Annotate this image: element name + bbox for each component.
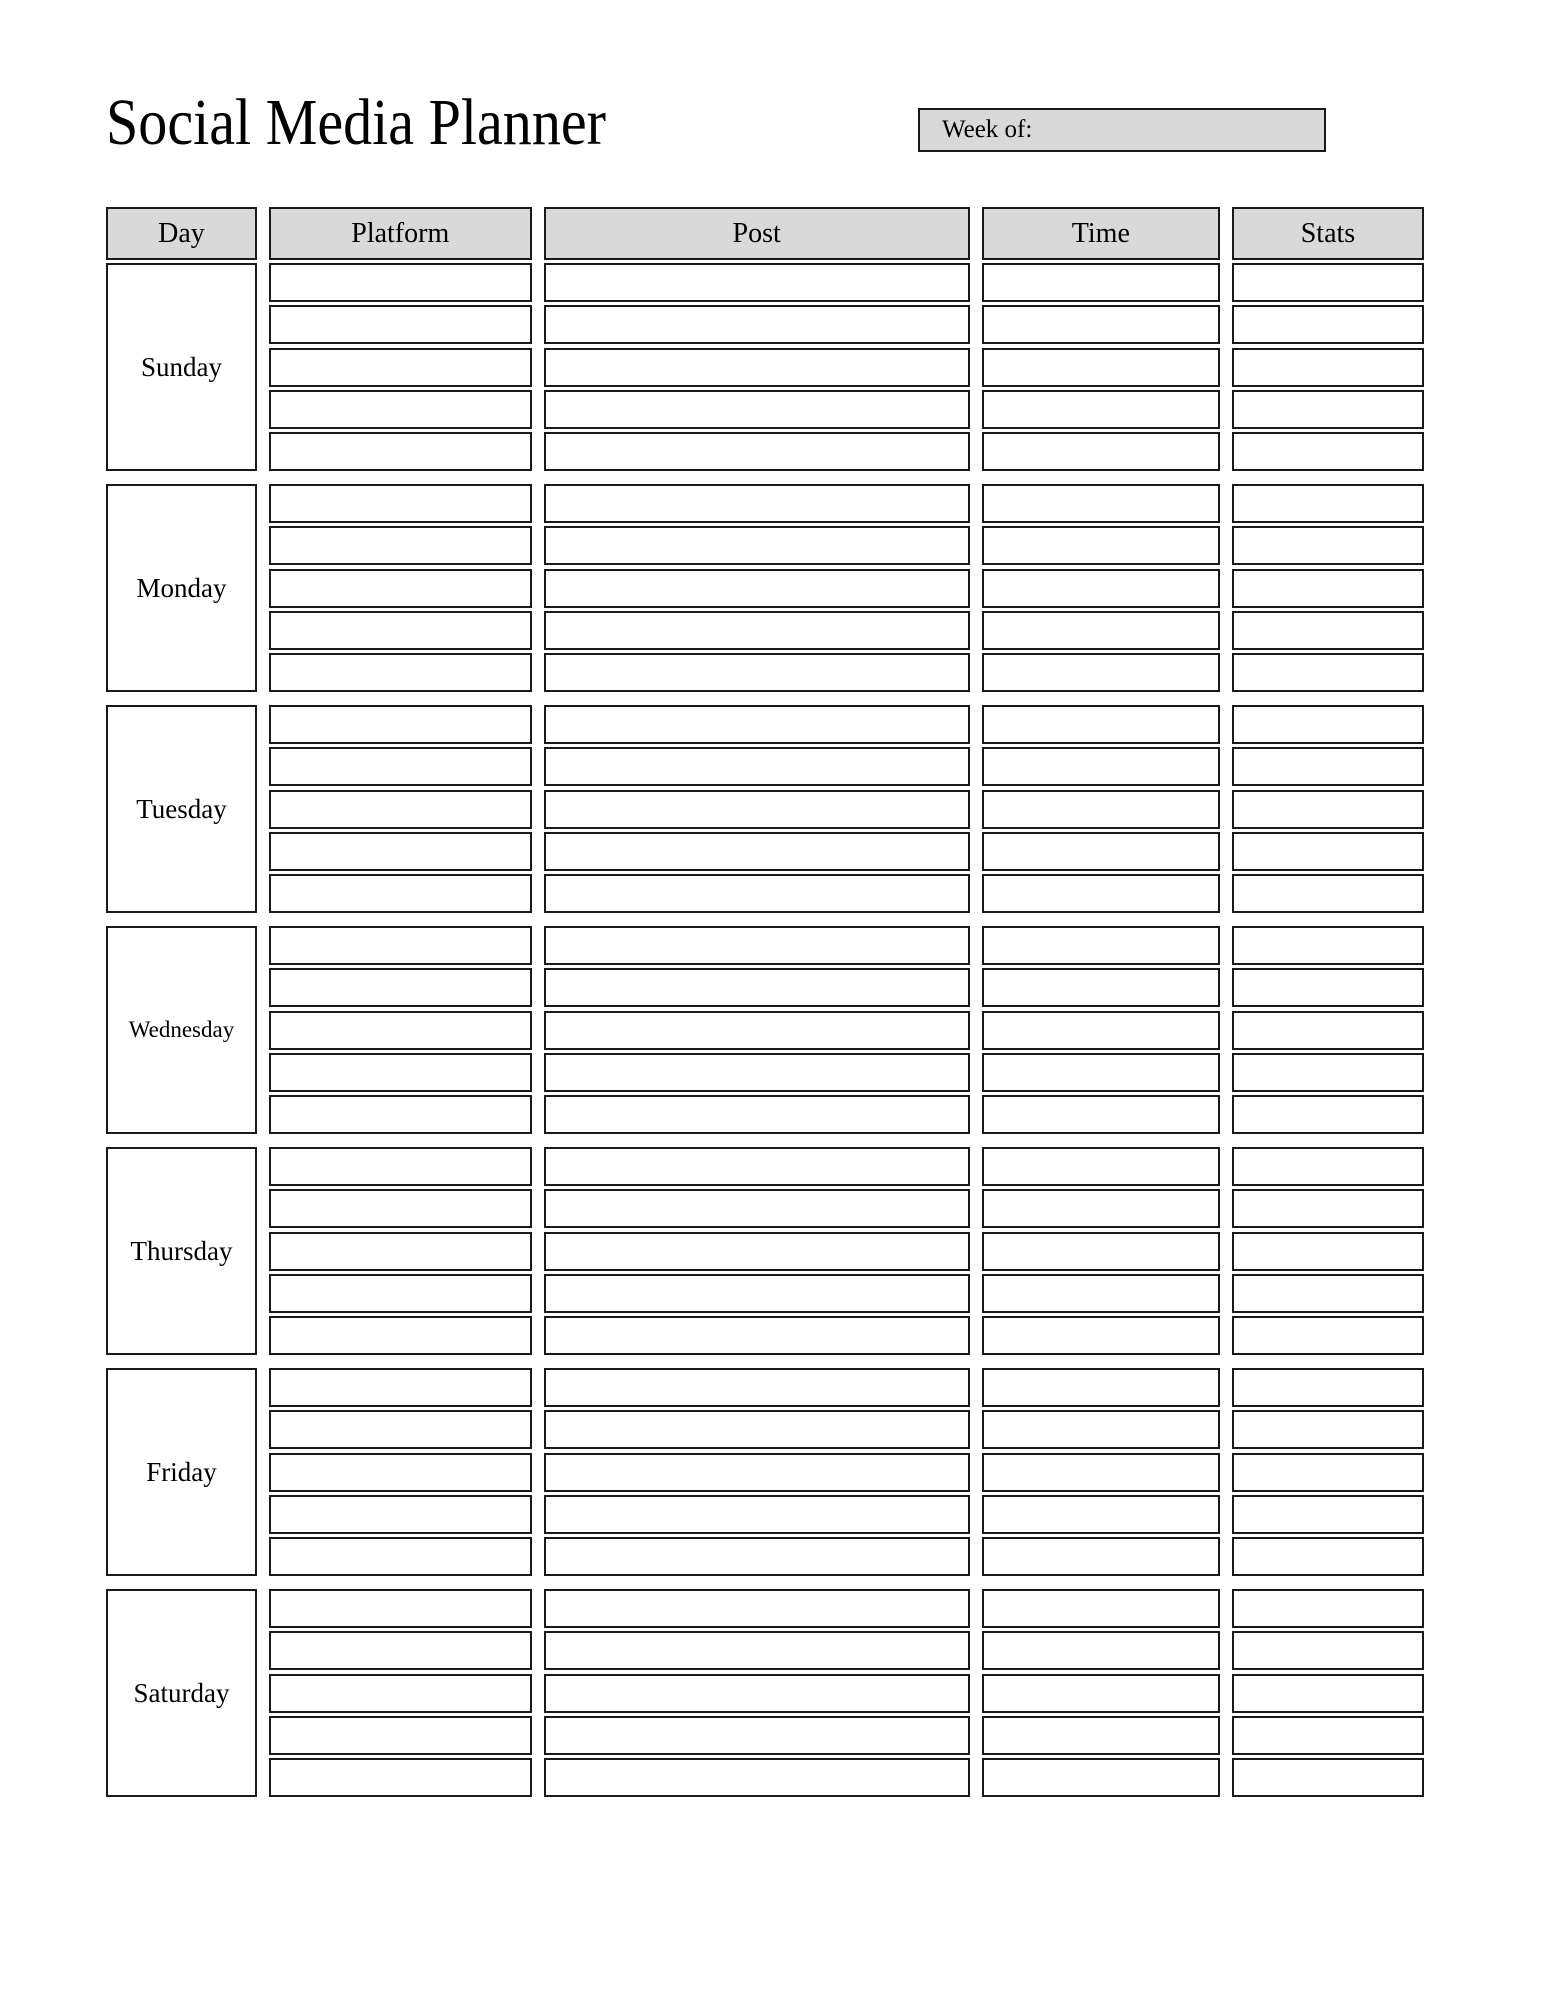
stats-entry-field[interactable] — [1232, 1316, 1424, 1355]
post-entry-field[interactable] — [544, 1011, 970, 1050]
time-entry-field[interactable] — [982, 874, 1220, 913]
time-entry-field[interactable] — [982, 968, 1220, 1007]
stats-entry-field[interactable] — [1232, 1410, 1424, 1449]
planner-table — [106, 207, 1424, 1797]
platform-entry-field[interactable] — [269, 705, 532, 744]
stats-entry-field[interactable] — [1232, 832, 1424, 871]
platform-entry-field[interactable] — [269, 1589, 532, 1628]
platform-entry-field[interactable] — [269, 484, 532, 523]
post-entry-stack — [544, 484, 970, 692]
time-entry-stack — [982, 1147, 1220, 1355]
stats-entry-field[interactable] — [1232, 526, 1424, 565]
stats-entry-field[interactable] — [1232, 1674, 1424, 1713]
stats-entry-field[interactable] — [1232, 1716, 1424, 1755]
column-header-day: Day — [106, 207, 257, 260]
post-entry-field[interactable] — [544, 1189, 970, 1228]
column-gap — [532, 263, 544, 471]
platform-entry-field[interactable] — [269, 1537, 532, 1576]
time-entry-field[interactable] — [982, 1189, 1220, 1228]
page-title: Social Media Planner — [106, 86, 607, 159]
time-entry-field[interactable] — [982, 1589, 1220, 1628]
time-entry-stack — [982, 263, 1220, 471]
time-entry-field[interactable] — [982, 484, 1220, 523]
post-entry-field[interactable] — [544, 1274, 970, 1313]
platform-entry-field[interactable] — [269, 874, 532, 913]
stats-entry-field[interactable] — [1232, 1147, 1424, 1186]
column-gap — [257, 705, 269, 913]
column-gap — [970, 1147, 982, 1355]
post-entry-field[interactable] — [544, 1453, 970, 1492]
platform-entry-field[interactable] — [269, 1495, 532, 1534]
platform-entry-stack — [269, 484, 532, 692]
table-row — [106, 1368, 1424, 1576]
platform-entry-field[interactable] — [269, 1274, 532, 1313]
post-entry-field[interactable] — [544, 305, 970, 344]
time-entry-stack — [982, 1368, 1220, 1576]
stats-entry-stack — [1232, 1147, 1424, 1355]
platform-entry-field[interactable] — [269, 348, 532, 387]
time-entry-field[interactable] — [982, 1495, 1220, 1534]
post-entry-field[interactable] — [544, 1537, 970, 1576]
time-entry-field[interactable] — [982, 1274, 1220, 1313]
time-entry-field[interactable] — [982, 1316, 1220, 1355]
column-gap — [257, 484, 269, 692]
stats-entry-field[interactable] — [1232, 1537, 1424, 1576]
day-label-cell-thursday: Thursday — [106, 1147, 257, 1355]
post-entry-field[interactable] — [544, 1232, 970, 1271]
stats-entry-field[interactable] — [1232, 611, 1424, 650]
time-entry-field[interactable] — [982, 569, 1220, 608]
post-entry-field[interactable] — [544, 1589, 970, 1628]
post-entry-stack — [544, 1589, 970, 1797]
platform-entry-field[interactable] — [269, 432, 532, 471]
platform-entry-field[interactable] — [269, 1368, 532, 1407]
stats-entry-field[interactable] — [1232, 569, 1424, 608]
stats-entry-field[interactable] — [1232, 1631, 1424, 1670]
time-entry-field[interactable] — [982, 390, 1220, 429]
platform-entry-field[interactable] — [269, 1053, 532, 1092]
post-entry-field[interactable] — [544, 1631, 970, 1670]
column-gap — [1220, 207, 1232, 260]
stats-entry-field[interactable] — [1232, 263, 1424, 302]
table-row — [106, 1147, 1424, 1355]
column-gap — [257, 1589, 269, 1797]
day-label-cell-wednesday: Wednesday — [106, 926, 257, 1134]
stats-entry-stack — [1232, 926, 1424, 1134]
table-row — [106, 926, 1424, 1134]
table-row — [106, 484, 1424, 692]
post-entry-field[interactable] — [544, 874, 970, 913]
time-entry-field[interactable] — [982, 1232, 1220, 1271]
post-entry-stack — [544, 1368, 970, 1576]
post-entry-field[interactable] — [544, 1758, 970, 1797]
column-gap — [970, 484, 982, 692]
time-entry-field[interactable] — [982, 653, 1220, 692]
stats-entry-field[interactable] — [1232, 1189, 1424, 1228]
stats-entry-field[interactable] — [1232, 790, 1424, 829]
time-entry-stack — [982, 1589, 1220, 1797]
platform-entry-field[interactable] — [269, 390, 532, 429]
column-header-post: Post — [544, 207, 970, 260]
post-entry-field[interactable] — [544, 1095, 970, 1134]
stats-entry-field[interactable] — [1232, 1053, 1424, 1092]
time-entry-field[interactable] — [982, 747, 1220, 786]
column-gap — [532, 705, 544, 913]
platform-entry-field[interactable] — [269, 526, 532, 565]
page-header — [106, 86, 1426, 170]
stats-entry-stack — [1232, 705, 1424, 913]
post-entry-field[interactable] — [544, 263, 970, 302]
stats-entry-field[interactable] — [1232, 1453, 1424, 1492]
platform-entry-stack — [269, 1589, 532, 1797]
stats-entry-field[interactable] — [1232, 747, 1424, 786]
table-row — [106, 263, 1424, 471]
platform-entry-stack — [269, 263, 532, 471]
post-entry-field[interactable] — [544, 526, 970, 565]
platform-entry-field[interactable] — [269, 611, 532, 650]
week-of-field[interactable] — [918, 108, 1326, 152]
platform-entry-field[interactable] — [269, 263, 532, 302]
column-gap — [1220, 705, 1232, 913]
stats-entry-stack — [1232, 263, 1424, 471]
column-gap — [1220, 484, 1232, 692]
column-gap — [970, 1589, 982, 1797]
column-gap — [257, 263, 269, 471]
time-entry-field[interactable] — [982, 1147, 1220, 1186]
time-entry-stack — [982, 484, 1220, 692]
post-entry-field[interactable] — [544, 432, 970, 471]
post-entry-field[interactable] — [544, 1147, 970, 1186]
post-entry-field[interactable] — [544, 1495, 970, 1534]
platform-entry-field[interactable] — [269, 1011, 532, 1050]
post-entry-field[interactable] — [544, 1674, 970, 1713]
time-entry-stack — [982, 705, 1220, 913]
platform-entry-stack — [269, 1147, 532, 1355]
platform-entry-field[interactable] — [269, 1716, 532, 1755]
post-entry-field[interactable] — [544, 484, 970, 523]
stats-entry-field[interactable] — [1232, 926, 1424, 965]
post-entry-stack — [544, 263, 970, 471]
time-entry-field[interactable] — [982, 1011, 1220, 1050]
stats-entry-field[interactable] — [1232, 1095, 1424, 1134]
platform-entry-field[interactable] — [269, 832, 532, 871]
post-entry-field[interactable] — [544, 968, 970, 1007]
column-gap — [532, 207, 544, 260]
column-gap — [970, 1368, 982, 1576]
platform-entry-field[interactable] — [269, 1232, 532, 1271]
post-entry-field[interactable] — [544, 1053, 970, 1092]
time-entry-field[interactable] — [982, 1631, 1220, 1670]
platform-entry-field[interactable] — [269, 926, 532, 965]
platform-entry-field[interactable] — [269, 1316, 532, 1355]
stats-entry-field[interactable] — [1232, 1232, 1424, 1271]
stats-entry-stack — [1232, 484, 1424, 692]
column-gap — [257, 1147, 269, 1355]
time-entry-field[interactable] — [982, 1410, 1220, 1449]
platform-entry-field[interactable] — [269, 1410, 532, 1449]
platform-entry-field[interactable] — [269, 1631, 532, 1670]
stats-entry-field[interactable] — [1232, 1758, 1424, 1797]
column-gap — [970, 705, 982, 913]
stats-entry-field[interactable] — [1232, 705, 1424, 744]
column-gap — [1220, 1589, 1232, 1797]
time-entry-field[interactable] — [982, 611, 1220, 650]
time-entry-field[interactable] — [982, 790, 1220, 829]
post-entry-field[interactable] — [544, 653, 970, 692]
time-entry-field[interactable] — [982, 305, 1220, 344]
platform-entry-stack — [269, 926, 532, 1134]
time-entry-field[interactable] — [982, 1716, 1220, 1755]
post-entry-field[interactable] — [544, 1316, 970, 1355]
column-gap — [1220, 926, 1232, 1134]
platform-entry-field[interactable] — [269, 1453, 532, 1492]
day-label-cell-monday: Monday — [106, 484, 257, 692]
post-entry-field[interactable] — [544, 390, 970, 429]
column-gap — [532, 484, 544, 692]
column-gap — [532, 1589, 544, 1797]
platform-entry-stack — [269, 705, 532, 913]
column-gap — [970, 207, 982, 260]
time-entry-field[interactable] — [982, 348, 1220, 387]
column-gap — [1220, 1368, 1232, 1576]
stats-entry-field[interactable] — [1232, 305, 1424, 344]
platform-entry-field[interactable] — [269, 747, 532, 786]
platform-entry-field[interactable] — [269, 790, 532, 829]
post-entry-field[interactable] — [544, 705, 970, 744]
platform-entry-field[interactable] — [269, 653, 532, 692]
time-entry-field[interactable] — [982, 526, 1220, 565]
time-entry-stack — [982, 926, 1220, 1134]
stats-entry-field[interactable] — [1232, 390, 1424, 429]
time-entry-field[interactable] — [982, 705, 1220, 744]
table-row — [106, 705, 1424, 913]
platform-entry-field[interactable] — [269, 1758, 532, 1797]
stats-entry-field[interactable] — [1232, 348, 1424, 387]
column-gap — [257, 207, 269, 260]
post-entry-stack — [544, 705, 970, 913]
stats-entry-field[interactable] — [1232, 968, 1424, 1007]
column-header-stats: Stats — [1232, 207, 1424, 260]
column-gap — [1220, 1147, 1232, 1355]
platform-entry-field[interactable] — [269, 1095, 532, 1134]
day-label-cell-friday: Friday — [106, 1368, 257, 1576]
time-entry-field[interactable] — [982, 1453, 1220, 1492]
stats-entry-field[interactable] — [1232, 874, 1424, 913]
table-body — [106, 263, 1424, 1797]
stats-entry-field[interactable] — [1232, 1011, 1424, 1050]
post-entry-field[interactable] — [544, 569, 970, 608]
day-label-cell-saturday: Saturday — [106, 1589, 257, 1797]
column-gap — [970, 926, 982, 1134]
post-entry-field[interactable] — [544, 790, 970, 829]
platform-entry-field[interactable] — [269, 968, 532, 1007]
stats-entry-field[interactable] — [1232, 1589, 1424, 1628]
time-entry-field[interactable] — [982, 1674, 1220, 1713]
platform-entry-field[interactable] — [269, 1147, 532, 1186]
stats-entry-field[interactable] — [1232, 1274, 1424, 1313]
platform-entry-stack — [269, 1368, 532, 1576]
time-entry-field[interactable] — [982, 1537, 1220, 1576]
post-entry-stack — [544, 926, 970, 1134]
column-gap — [532, 1368, 544, 1576]
post-entry-field[interactable] — [544, 926, 970, 965]
post-entry-field[interactable] — [544, 611, 970, 650]
post-entry-field[interactable] — [544, 1716, 970, 1755]
platform-entry-field[interactable] — [269, 1189, 532, 1228]
column-gap — [532, 1147, 544, 1355]
post-entry-field[interactable] — [544, 1368, 970, 1407]
column-header-platform: Platform — [269, 207, 532, 260]
stats-entry-field[interactable] — [1232, 1495, 1424, 1534]
post-entry-field[interactable] — [544, 1410, 970, 1449]
stats-entry-field[interactable] — [1232, 484, 1424, 523]
post-entry-field[interactable] — [544, 747, 970, 786]
stats-entry-stack — [1232, 1589, 1424, 1797]
post-entry-field[interactable] — [544, 348, 970, 387]
table-header-row — [106, 207, 1424, 260]
table-row — [106, 1589, 1424, 1797]
time-entry-field[interactable] — [982, 432, 1220, 471]
time-entry-field[interactable] — [982, 1758, 1220, 1797]
time-entry-field[interactable] — [982, 1053, 1220, 1092]
column-gap — [257, 1368, 269, 1576]
platform-entry-field[interactable] — [269, 1674, 532, 1713]
time-entry-field[interactable] — [982, 1368, 1220, 1407]
stats-entry-stack — [1232, 1368, 1424, 1576]
post-entry-field[interactable] — [544, 832, 970, 871]
stats-entry-field[interactable] — [1232, 653, 1424, 692]
column-gap — [1220, 263, 1232, 471]
post-entry-stack — [544, 1147, 970, 1355]
column-header-time: Time — [982, 207, 1220, 260]
column-gap — [970, 263, 982, 471]
time-entry-field[interactable] — [982, 926, 1220, 965]
column-gap — [257, 926, 269, 1134]
platform-entry-field[interactable] — [269, 569, 532, 608]
stats-entry-field[interactable] — [1232, 1368, 1424, 1407]
day-label-cell-tuesday: Tuesday — [106, 705, 257, 913]
column-gap — [532, 926, 544, 1134]
day-label-cell-sunday: Sunday — [106, 263, 257, 471]
stats-entry-field[interactable] — [1232, 432, 1424, 471]
time-entry-field[interactable] — [982, 832, 1220, 871]
week-of-label: Week of: — [942, 116, 1033, 143]
time-entry-field[interactable] — [982, 1095, 1220, 1134]
time-entry-field[interactable] — [982, 263, 1220, 302]
platform-entry-field[interactable] — [269, 305, 532, 344]
